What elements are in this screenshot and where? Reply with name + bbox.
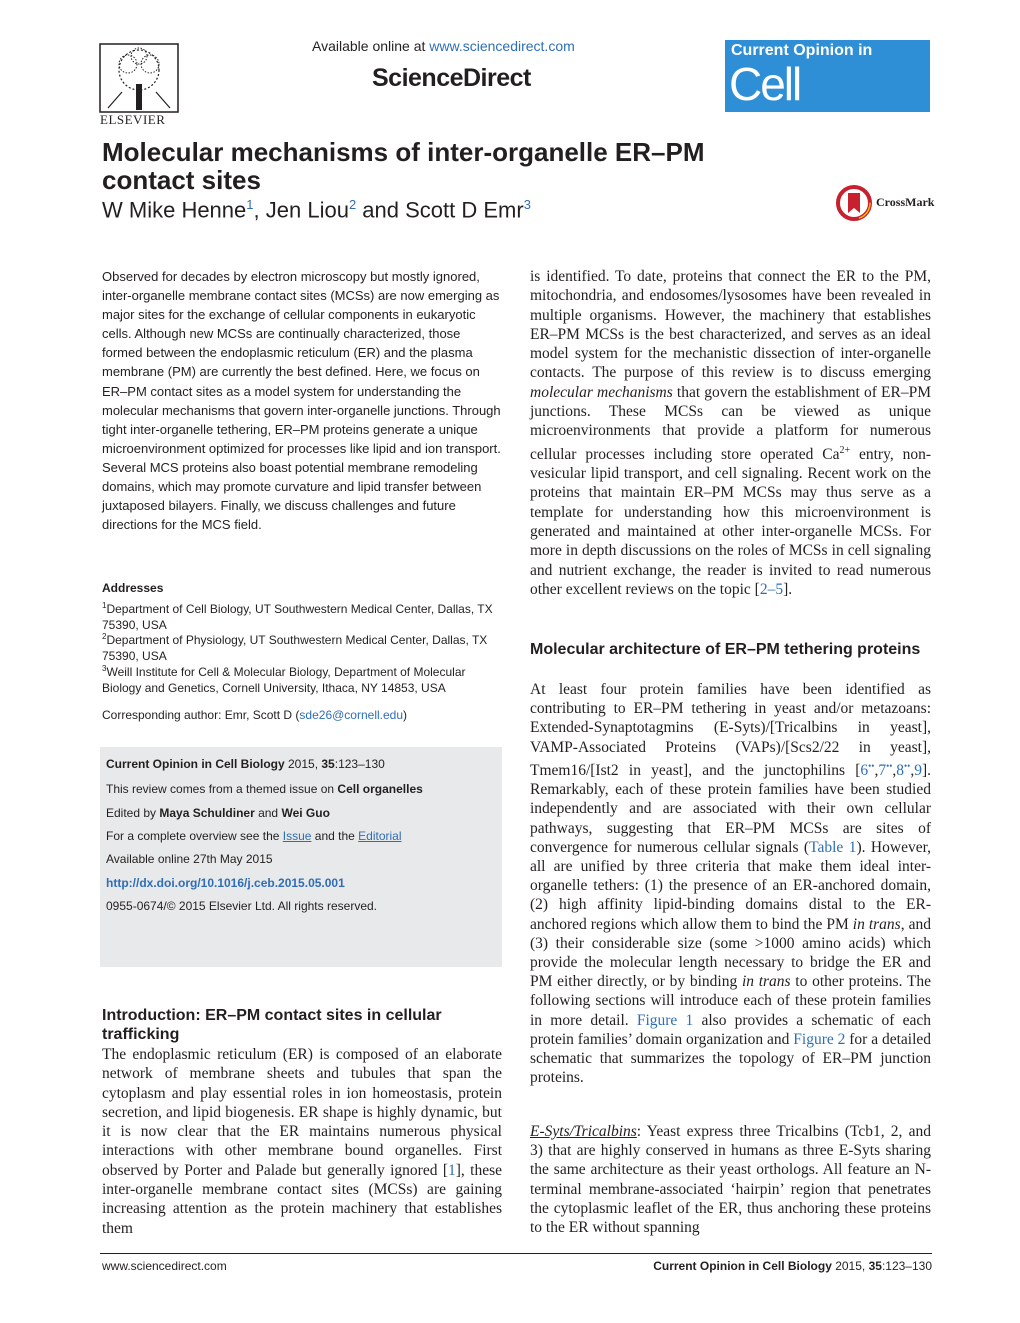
intro-text: The endoplasmic reticulum (ER) is composed of an elaborate network of membrane sheets and tubules that span the cytoplasm and play essential roles in ion homeostasis, protein secretion, and lipid biogenesis. ER shape is highly dynamic, but it is now clear that the ER maintains numerous physical interactions with other membrane bound organelles. First observed by Porter and Palade but generally ignored [ [102,1046,502,1179]
reference-link[interactable]: 2–5 [759,580,784,598]
address-number: 1 [102,601,107,610]
theme-name: Cell organelles [337,782,423,796]
editor-name: Maya Schuldiner [159,806,255,820]
reference-link[interactable]: 8 [896,761,905,779]
overview-line [106,829,402,843]
author-affiliation-sup[interactable]: 1 [246,197,254,212]
editor-name: Wei Guo [281,806,330,820]
intro-continued-paragraph [530,267,931,599]
copyright-line: 0955-0674/© 2015 Elsevier Ltd. All rights reserved. [106,899,377,913]
corresponding-prefix: Corresponding author: Emr, Scott D ( [102,708,300,722]
reference-link[interactable]: 1 [447,1161,456,1179]
esyts-paragraph [530,1122,931,1237]
author-name: Scott D Emr [405,197,524,223]
footer-volume: 35 [868,1259,882,1273]
reference-importance-mark: •• [868,760,875,771]
theme-line [106,782,423,796]
pages: :123–130 [334,757,385,771]
available-online [312,38,575,54]
elsevier-logo [98,42,180,128]
emphasis-text: in trans [741,973,791,991]
issue-link[interactable]: Issue [282,829,312,843]
year: 2015, [284,757,322,771]
footer-url[interactable]: www.sciencedirect.com [102,1259,227,1273]
footer-pages: :123–130 [881,1259,932,1273]
email-link[interactable]: sde26@cornell.edu [299,708,404,722]
journal-name: Current Opinion in Cell Biology [106,757,285,771]
section-heading: Molecular architecture of ER–PM tethering proteins [530,641,921,658]
body-text: ). However, all are unified by three criteria that make them ideal inter-organelle tethers: (1) the presence of an ER-anchored domain, (2) high affinity lipid-binding domains distal to the ER-anchored regions which allow them to bind the PM [530,838,931,933]
intro-heading: Introduction: ER–PM contact sites in cellular trafficking [102,1007,442,1043]
address-item [102,629,502,664]
body-text: , and (3) their considerable size (some >1000 amino acids) which provide the molecular length necessary to bridge the ER and PM either directly, or by binding [530,915,931,991]
available-date: Available online 27th May 2015 [106,852,273,866]
address-text: Department of Cell Biology, UT Southwestern Medical Center, Dallas, TX 75390, USA [102,602,493,632]
reference-link[interactable]: 6 [860,761,869,779]
body-text: to other proteins. The following sections will introduce each of these protein families in more detail. [530,973,931,1029]
available-prefix: Available online at [312,38,430,54]
body-text: for a detailed schematic that summarizes the topology of ER–PM junction proteins. [530,1030,932,1087]
body-text: ]. [783,580,793,598]
edited-and: and [254,806,282,820]
crossmark-badge[interactable] [836,183,936,223]
intro-text: ], these inter-organelle membrane contact sites (MCSs) are gaining increasing attention as the protein machinery that establishes them [102,1161,502,1237]
citation-line [106,757,385,771]
author-name: W Mike Henne [102,197,247,223]
footer-year: 2015, [831,1259,869,1273]
figure-link[interactable]: Figure 1 [636,1011,694,1029]
publisher-name: ELSEVIER [100,112,166,127]
journal-logo-line2: Cell Biology [729,58,866,162]
footer-citation [653,1259,932,1273]
corresponding-suffix: ) [403,708,408,722]
editorial-link[interactable]: Editorial [358,829,402,843]
footer-divider [100,1253,932,1254]
doi-link[interactable]: http://dx.doi.org/10.1016/j.ceb.2015.05.001 [106,876,345,890]
author-affiliation-sup[interactable]: 2 [348,197,357,212]
figure-link[interactable]: Figure 2 [793,1030,846,1048]
intro-paragraph [102,1045,502,1238]
journal-logo-line1: Current Opinion in [731,42,873,59]
addresses-heading: Addresses [102,581,164,595]
emphasis-text: in trans [852,915,901,933]
body-text: ]. Remarkably, each of these protein families have been studied independently and are associated with their own cellular pathways, suggesting that ER–PM MCSs are sites of convergence for numerous cellular signals ( [530,761,931,856]
body-text: also provides a schematic of each protein families’ domain organization and [530,1011,932,1048]
section-paragraph: At least four protein families have been identified as contributing to ER–PM tethering in yeast and/or metazoans: Extended-Synaptotagmins (E-Syts)/[Tricalbins in yeast], VAMP-Associated Proteins (VAPs)/[Scs2/22 in yeast], Tmem16/[Ist2 in yeast], and the junctophilins [6••,7••,8••,9]. Remarkably, each of these protein families have been studied independently and are associated with their own cellular pathways, suggesting that ER–PM MCSs are sites of convergence for numerous cellular signals (Table 1). However, all are unified by three criteria that make them ideal inter-organelle tethers: (1) the presence of an ER-anchored domain, (2) high affinity lipid-binding domains distal to the ER-anchored regions which allow them to bind the PM in trans, and (3) their considerable size (some >1000 amino acids) which provide the molecular length necessary to bridge the ER and PM either directly, or by binding in trans to other proteins. The following sections will introduce each of these protein families in more detail. Figure 1 also provides a schematic of each protein families’ domain organization and Figure 2 for a detailed schematic that summarizes the topology of ER–PM junction proteins. [530,681,932,1087]
address-text: Department of Physiology, UT Southwestern Medical Center, Dallas, TX 75390, USA [102,633,488,663]
body-text: At least four protein families have been identified as contributing to ER–PM tethering in yeast and/or metazoans: Extended-Synaptotagmins (E-Syts)/[Tricalbins in yeast], VAMP-Associated Proteins (VAPs)/[Scs2/22 in yeast], Tmem16/[Ist2 in yeast], and the junctophilins [ [530,681,931,779]
footer-journal: Current Opinion in Cell Biology [653,1259,832,1273]
reference-link[interactable]: 9 [914,761,922,779]
author-name: Jen Liou [265,197,349,223]
author-list [102,197,531,223]
author-separator: , [253,197,266,223]
superscript-charge: 2+ [839,444,851,456]
body-text: that govern the establishment of ER–PM junctions. These MCSs can be viewed as unique microenvironments that provide a platform for numerous cellular processes including store operated Ca [530,383,931,463]
author-separator: and [356,197,406,223]
editors-line [106,806,330,820]
volume: 35 [321,757,335,771]
address-number: 3 [102,664,107,673]
sciencedirect-brand: ScienceDirect [372,64,531,92]
theme-prefix: This review comes from a themed issue on [106,782,338,796]
crossmark-label: CrossMark [876,195,935,209]
address-item [102,661,502,696]
author-affiliation-sup[interactable]: 3 [523,197,531,212]
reference-importance-mark: •• [904,760,911,771]
address-item [102,598,502,633]
overview-and: and the [311,829,359,843]
address-number: 2 [102,632,107,641]
article-title: Molecular mechanisms of inter-organelle ER–PM contact sites [102,137,705,195]
sciencedirect-link[interactable]: www.sciencedirect.com [429,38,575,54]
body-text: : Yeast express three Tricalbins (Tcb1, 2, and 3) that are highly conserved in humans as three E-Syts sharing the same architecture as their yeast orthologs. All feature an N-terminal membrane-associated ‘hairpin’ region that penetrates the cytoplasmic leaflet of the ER, thus anchoring these proteins to the ER without spanning [530,1123,931,1237]
reference-link[interactable]: 7 [878,761,887,779]
edited-prefix: Edited by [106,806,160,820]
article-info-box [100,747,502,967]
elsevier-tree-icon [98,42,180,114]
address-text: Weill Institute for Cell & Molecular Biology, Department of Molecular Biology and Genetics, Cornell University, Ithaca, NY 14853, USA [102,665,466,695]
abstract: Observed for decades by electron microscopy but mostly ignored, inter-organelle membrane contact sites (MCSs) are now emerging as major sites for the exchange of cellular components in eukaryotic cells. Although new MCSs are continually characterized, those formed between the endoplasmic reticulum (ER) and the plasma membrane (PM) are currently the best defined. Here, we focus on ER–PM contact sites as a model system for understanding the molecular mechanisms that govern inter-organelle junctions. Through tight inter-organelle tethering, ER–PM proteins generate a unique microenvironment optimized for processes like lipid and ion transport. Several MCS proteins also boast potential membrane remodeling domains, which may promote curvature and lipid transfer between juxtaposed bilayers. Finally, we discuss challenges and future directions for the MCS field. [102,269,501,533]
body-text: entry, non-vesicular lipid transport, and cell signaling. Recent work on the proteins that maintain ER–PM MCSs may thus serve as a template for understanding how this microenvironment is generated and maintained at other inter-organelle MCSs. For more in depth discussions on the roles of MCSs in cell signaling and nutrient exchange, the reader is invited to read numerous other excellent reviews on the topic [ [530,445,931,598]
overview-prefix: For a complete overview see the [106,829,283,843]
journal-logo [725,40,930,162]
crossmark-icon [836,185,872,221]
reference-importance-mark: •• [886,760,893,771]
table-link[interactable]: Table 1 [809,838,857,856]
subsection-label: E-Syts/Tricalbins [530,1123,637,1140]
body-text: is identified. To date, proteins that connect the ER to the PM, mitochondria, and endosomes/lysosomes have been revealed in multiple organisms. However, the machinery that establishes ER–PM MCSs is the best characterized, and serves as an ideal model system for the mechanistic dissection of inter-organelle contacts. The purpose of this review is to discuss emerging [530,268,931,382]
emphasis-text: molecular mechanisms [530,383,673,401]
corresponding-author [102,708,407,722]
